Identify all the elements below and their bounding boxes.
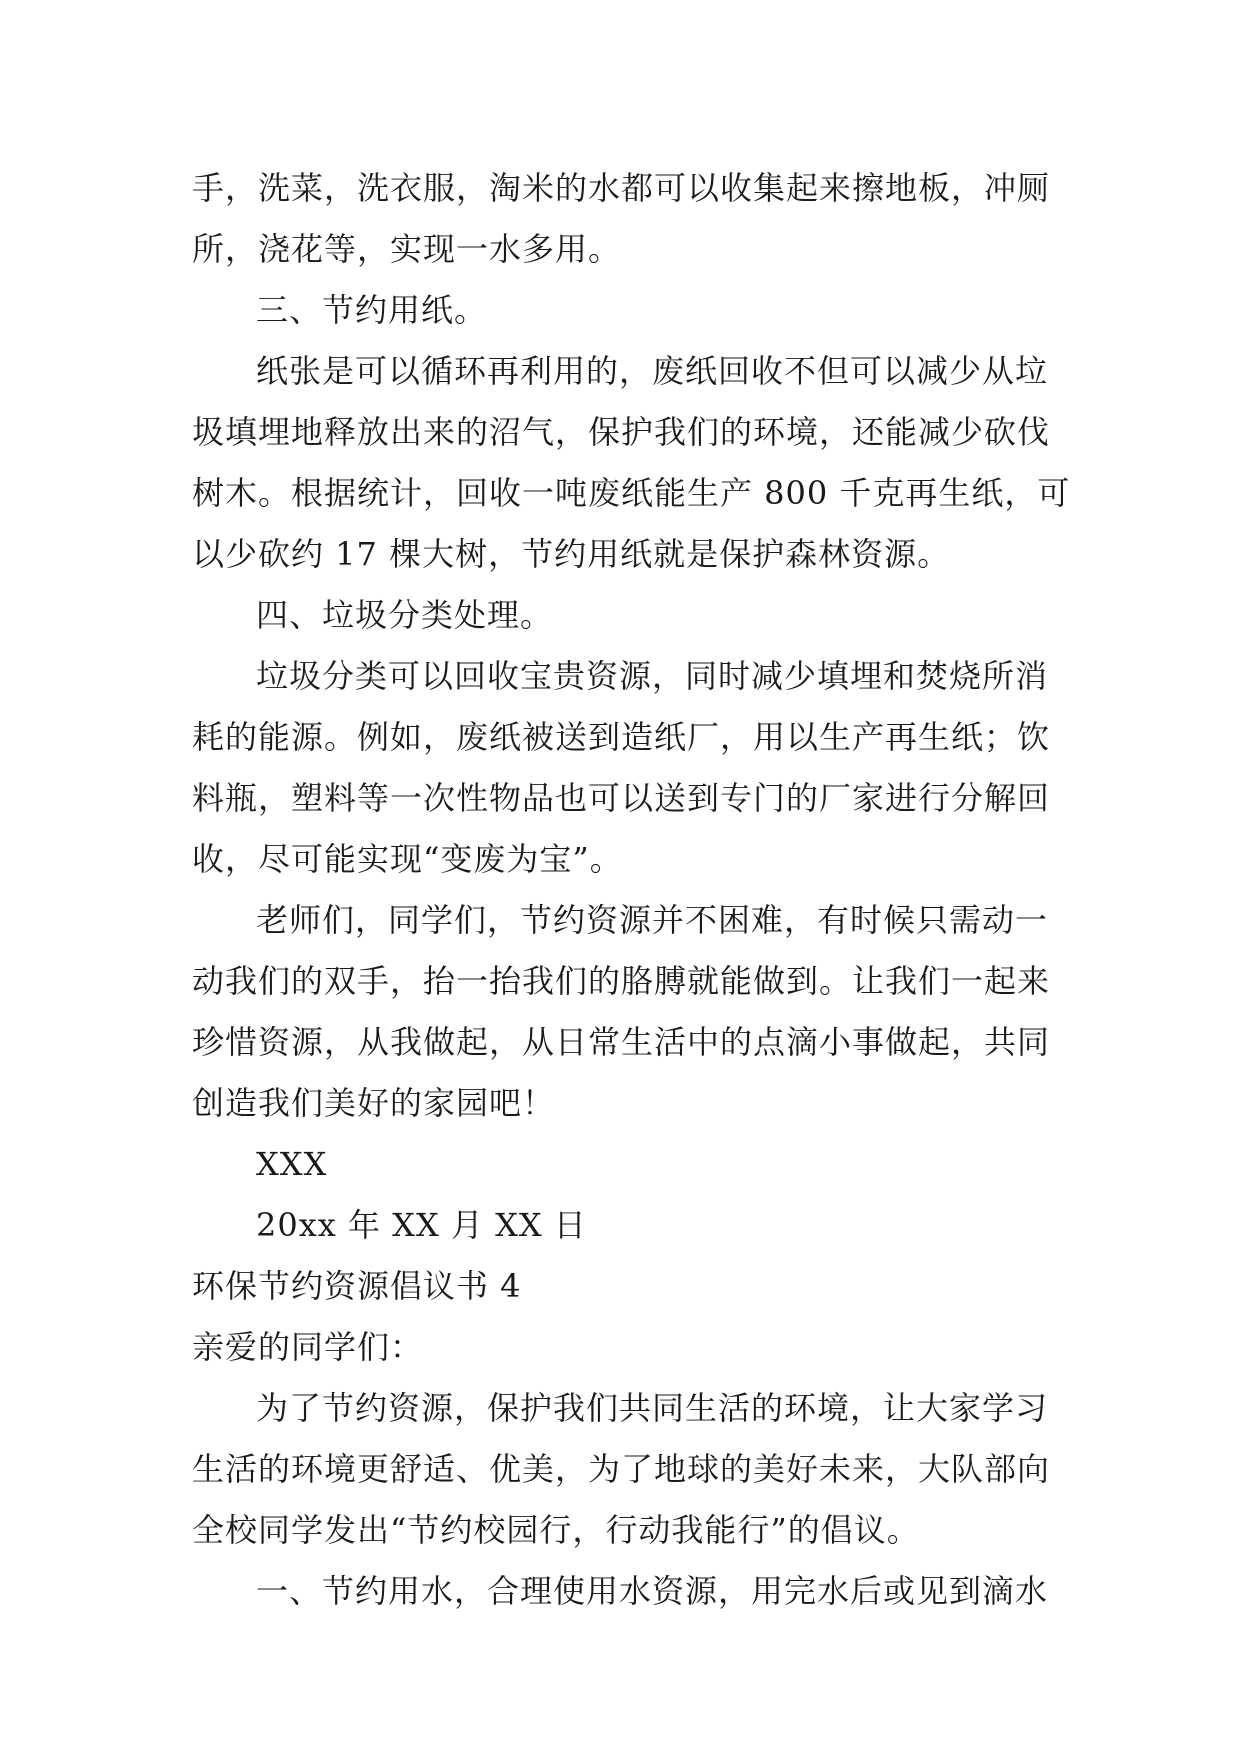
text-line: 耗的能源。例如，废纸被送到造纸厂，用以生产再生纸；饮 [192,718,1051,756]
document-title: 环保节约资源倡议书 4 [192,1267,522,1305]
salutation: 亲爱的同学们： [192,1328,424,1366]
text-line: 以少砍约 17 棵大树，节约用纸就是保护森林资源。 [192,535,951,573]
text-line: 全校同学发出“节约校园行，行动我能行”的倡议。 [192,1511,920,1549]
text-line: 收，尽可能实现“变废为宝”。 [192,840,623,878]
text-line: 垃圾分类可以回收宝贵资源，同时减少填埋和焚烧所消 [256,657,1049,695]
section-heading: 四、垃圾分类处理。 [256,596,554,634]
signature-date: 20xx 年 XX 月 XX 日 [256,1206,587,1244]
text-line: 创造我们美好的家园吧！ [192,1084,556,1122]
text-line: 手，洗菜，洗衣服，淘米的水都可以收集起来擦地板，冲厕 [192,169,1051,207]
text-line: 动我们的双手，抬一抬我们的胳膊就能做到。让我们一起来 [192,962,1051,1000]
text-line: 珍惜资源，从我做起，从日常生活中的点滴小事做起，共同 [192,1023,1051,1061]
text-line: 所，浇花等，实现一水多用。 [192,230,622,268]
text-line: 生活的环境更舒适、优美，为了地球的美好未来，大队部向 [192,1450,1051,1488]
text-line: 圾填埋地释放出来的沼气，保护我们的环境，还能减少砍伐 [192,413,1051,451]
text-line: 料瓶，塑料等一次性物品也可以送到专门的厂家进行分解回 [192,779,1051,817]
document-body [192,158,1071,1622]
text-line: 树木。根据统计，回收一吨废纸能生产 800 千克再生纸，可 [192,474,1071,512]
section-heading: 三、节约用纸。 [256,291,488,329]
text-line: 为了节约资源，保护我们共同生活的环境，让大家学习 [256,1389,1049,1427]
text-line: 纸张是可以循环再利用的，废纸回收不但可以减少从垃 [256,352,1049,390]
signature-name: XXX [256,1145,328,1183]
text-line: 老师们，同学们，节约资源并不困难，有时候只需动一 [256,901,1049,939]
section-heading: 一、节约用水，合理使用水资源，用完水后或见到滴水 [256,1572,1049,1610]
